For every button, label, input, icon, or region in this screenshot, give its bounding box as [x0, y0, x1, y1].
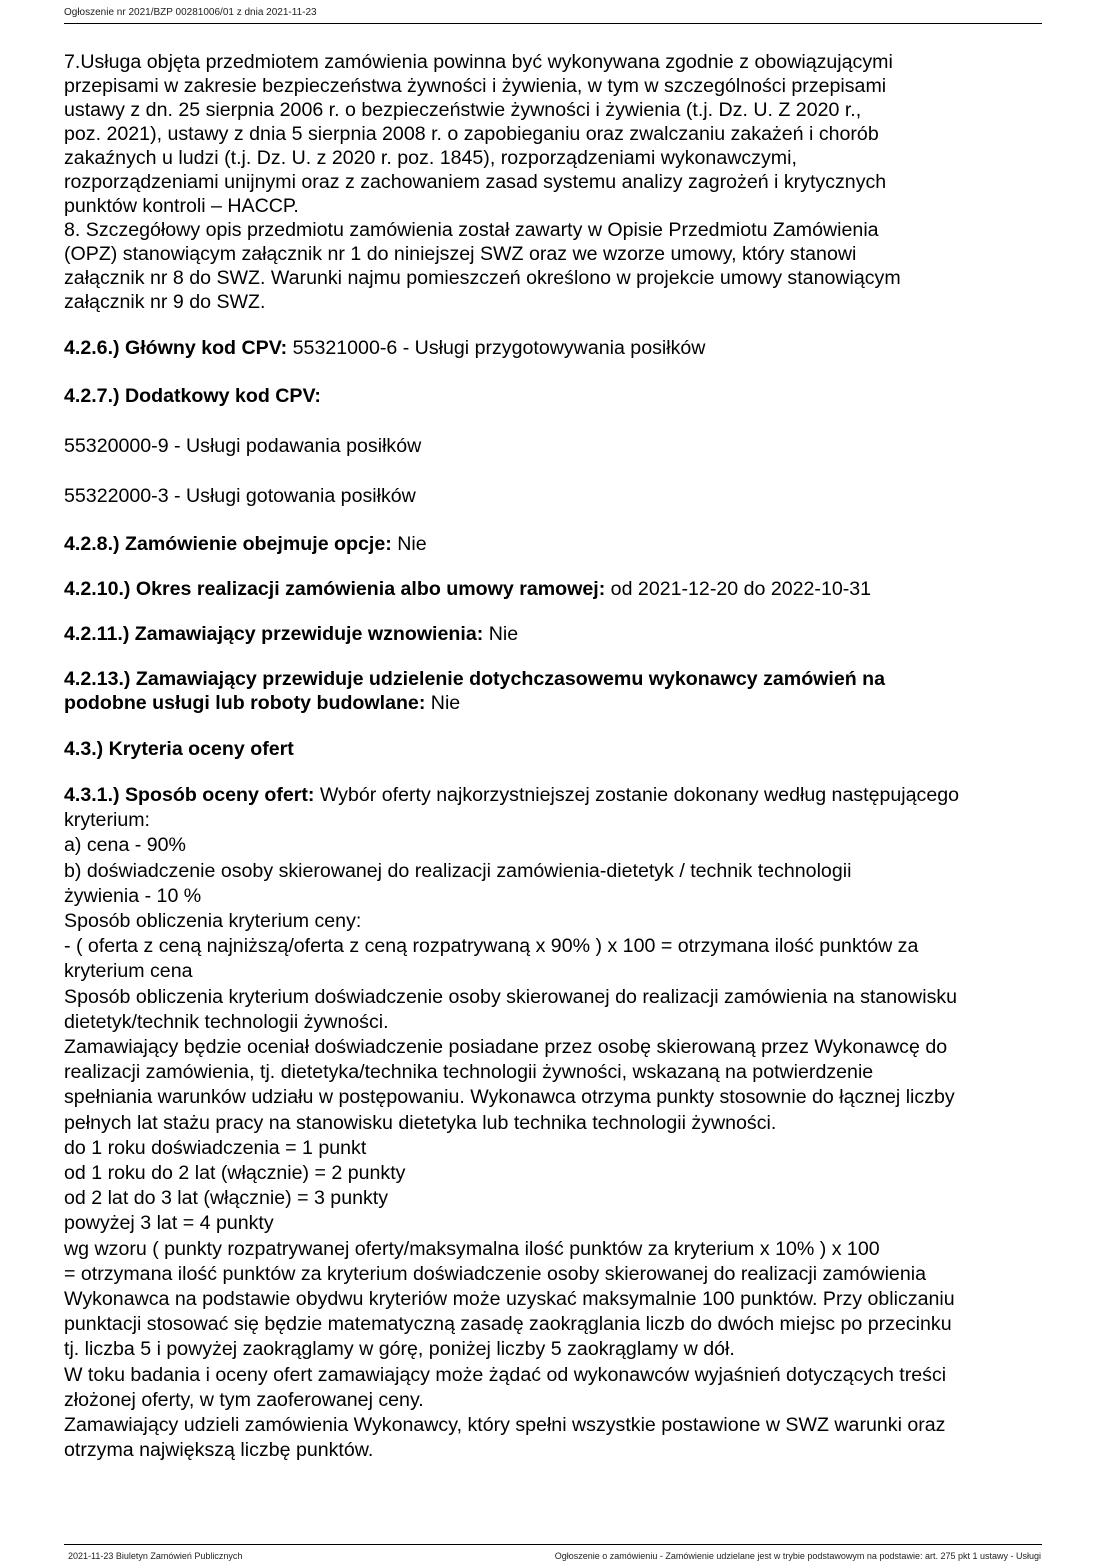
text-line: kryterium:	[64, 809, 151, 832]
text-line: złożonej oferty, w tym zaoferowanej ceny.	[64, 1388, 424, 1411]
text-line: punktów kontroli – HACCP.	[64, 195, 299, 217]
section-value: 55321000-6 - Usługi przygotowywania posiłków	[287, 337, 706, 359]
text-line	[64, 783, 1044, 808]
text-line: Zamawiający będzie oceniał doświadczenie posiadane przez osobę skierowaną przez Wykonawcę do	[64, 1036, 948, 1059]
section-value: Wybór oferty najkorzystniejszej zostanie dokonany według następującego	[314, 784, 960, 806]
text-line: rozporządzeniami unijnymi oraz z zachowaniem zasad systemu analizy zagrożeń i krytycznych	[64, 171, 887, 193]
text-line: Sposób obliczenia kryterium doświadczenie osoby skierowanej do realizacji zamówienia na stanowisku	[64, 985, 958, 1008]
footer-left: 2021-11-23 Biuletyn Zamówień Publicznych	[68, 1551, 243, 1561]
text-line: zakaźnych u ludzi (t.j. Dz. U. z 2020 r. poz. 1845), rozporządzeniami wykonawczymi,	[64, 147, 797, 169]
text-line: realizacji zamówienia, tj. dietetyka/technika technologii żywności, wskazaną na potwierdzenie	[64, 1061, 874, 1084]
section-value: Nie	[391, 533, 427, 555]
section-4-2-11	[64, 622, 1044, 646]
text-line: tj. liczba 5 i powyżej zaokrąglamy w górę, poniżej liczby 5 zaokrąglamy w dół.	[64, 1338, 735, 1361]
section-label: 4.2.11.) Zamawiający przewiduje wznowienia:	[64, 623, 484, 645]
section-label: 4.3.) Kryteria oceny ofert	[64, 738, 294, 760]
text-line: W toku badania i oceny ofert zamawiający może żądać od wykonawców wyjaśnień dotyczących treści	[64, 1363, 947, 1386]
text-line: ustawy z dn. 25 sierpnia 2006 r. o bezpieczeństwie żywności i żywienia (t.j. Dz. U. Z 2020 r.,	[64, 99, 862, 121]
section-value: Nie	[425, 692, 461, 714]
cpv-code-1: 55320000-9 - Usługi podawania posiłków	[64, 435, 422, 457]
section-label: 4.2.6.) Główny kod CPV:	[64, 337, 288, 359]
footer-divider	[64, 1544, 1042, 1545]
section-4-2-8	[64, 532, 1044, 556]
section-value: od 2021-12-20 do 2022-10-31	[605, 578, 872, 600]
text-line: żywienia - 10 %	[64, 884, 202, 907]
text-line: przepisami w zakresie bezpieczeństwa żywności i żywienia, w tym w szczególności przepisami	[64, 75, 887, 97]
text-line: Sposób obliczenia kryterium ceny:	[64, 910, 362, 933]
text-line: poz. 2021), ustawy z dnia 5 sierpnia 2008 r. o zapobieganiu oraz zwalczaniu zakażeń i chorób	[64, 123, 879, 145]
header-divider	[64, 23, 1042, 24]
cpv-code-2: 55322000-3 - Usługi gotowania posiłków	[64, 485, 416, 507]
text-line: 8. Szczegółowy opis przedmiotu zamówienia został zawarty w Opisie Przedmiotu Zamówienia	[64, 219, 879, 241]
document-body	[64, 50, 1044, 1463]
section-label: 4.2.10.) Okres realizacji zamówienia albo umowy ramowej:	[64, 578, 606, 600]
text-line: (OPZ) stanowiącym załącznik nr 1 do niniejszej SWZ oraz we wzorze umowy, który stanowi	[64, 243, 857, 265]
section-label: 4.2.13.) Zamawiający przewiduje udzielenie dotychczasowemu wykonawcy zamówień na	[64, 668, 886, 690]
section-4-3	[64, 737, 1044, 761]
text-line: pełnych lat stażu pracy na stanowisku dietetyka lub technika technologii żywności.	[64, 1111, 777, 1134]
section-4-2-7	[64, 384, 1044, 408]
section-label: 4.2.7.) Dodatkowy kod CPV:	[64, 385, 321, 407]
section-label: 4.2.8.) Zamówienie obejmuje opcje:	[64, 533, 392, 555]
section-4-2-6	[64, 336, 1044, 360]
text-line: wg wzoru ( punkty rozpatrywanej oferty/maksymalna ilość punktów za kryterium x 10% ) x 100	[64, 1237, 880, 1260]
section-4-2-13	[64, 667, 1044, 715]
text-line: kryterium cena	[64, 960, 193, 983]
text-line: dietetyk/technik technologii żywności.	[64, 1010, 389, 1033]
section-label: podobne usługi lub roboty budowlane:	[64, 692, 426, 714]
text-line: powyżej 3 lat = 4 punkty	[64, 1212, 274, 1235]
text-line: 7.Usługa objęta przedmiotem zamówienia powinna być wykonywana zgodnie z obowiązującymi	[64, 51, 893, 73]
footer-right: Ogłoszenie o zamówieniu - Zamówienie udzielane jest w trybie podstawowym na podstawie: art. 275 pkt 1 ustawy - Usługi	[554, 1551, 1041, 1561]
section-4-3-1	[64, 783, 1044, 1463]
section-label: 4.3.1.) Sposób oceny ofert:	[64, 784, 315, 806]
text-line: punktacji stosować się będzie matematyczną zasadę zaokrąglania liczb do dwóch miejsc po przecinku	[64, 1313, 952, 1336]
intro-paragraph	[64, 50, 1044, 314]
text-line: a) cena - 90%	[64, 834, 186, 857]
text-line: = otrzymana ilość punktów za kryterium doświadczenie osoby skierowanej do realizacji zamówienia	[64, 1262, 926, 1285]
text-line: do 1 roku doświadczenia = 1 punkt	[64, 1136, 367, 1159]
text-line: Zamawiający udzieli zamówienia Wykonawcy, który spełni wszystkie postawione w SWZ warunki oraz	[64, 1414, 946, 1437]
text-line: od 1 roku do 2 lat (włącznie) = 2 punkty	[64, 1162, 406, 1185]
text-line: otrzyma największą liczbę punktów.	[64, 1439, 374, 1462]
text-line: Wykonawca na podstawie obydwu kryteriów może uzyskać maksymalnie 100 punktów. Przy obliczaniu	[64, 1288, 955, 1311]
section-label-line	[64, 667, 1044, 691]
text-line: od 2 lat do 3 lat (włącznie) = 3 punkty	[64, 1187, 389, 1210]
text-line: spełniania warunków udziału w postępowaniu. Wykonawca otrzyma punkty stosownie do łącznej liczby	[64, 1086, 955, 1109]
page-header: Ogłoszenie nr 2021/BZP 00281006/01 z dnia 2021-11-23	[64, 7, 317, 18]
text-line: b) doświadczenie osoby skierowanej do realizacji zamówienia-dietetyk / technik technologii	[64, 859, 852, 882]
section-label-line	[64, 691, 1044, 715]
section-value: Nie	[483, 623, 519, 645]
text-line: załącznik nr 9 do SWZ.	[64, 291, 266, 313]
text-line: - ( oferta z ceną najniższą/oferta z ceną rozpatrywaną x 90% ) x 100 = otrzymana ilość punktów za	[64, 935, 919, 958]
text-line: załącznik nr 8 do SWZ. Warunki najmu pomieszczeń określono w projekcie umowy stanowiącym	[64, 267, 901, 289]
section-4-2-10	[64, 577, 1044, 601]
